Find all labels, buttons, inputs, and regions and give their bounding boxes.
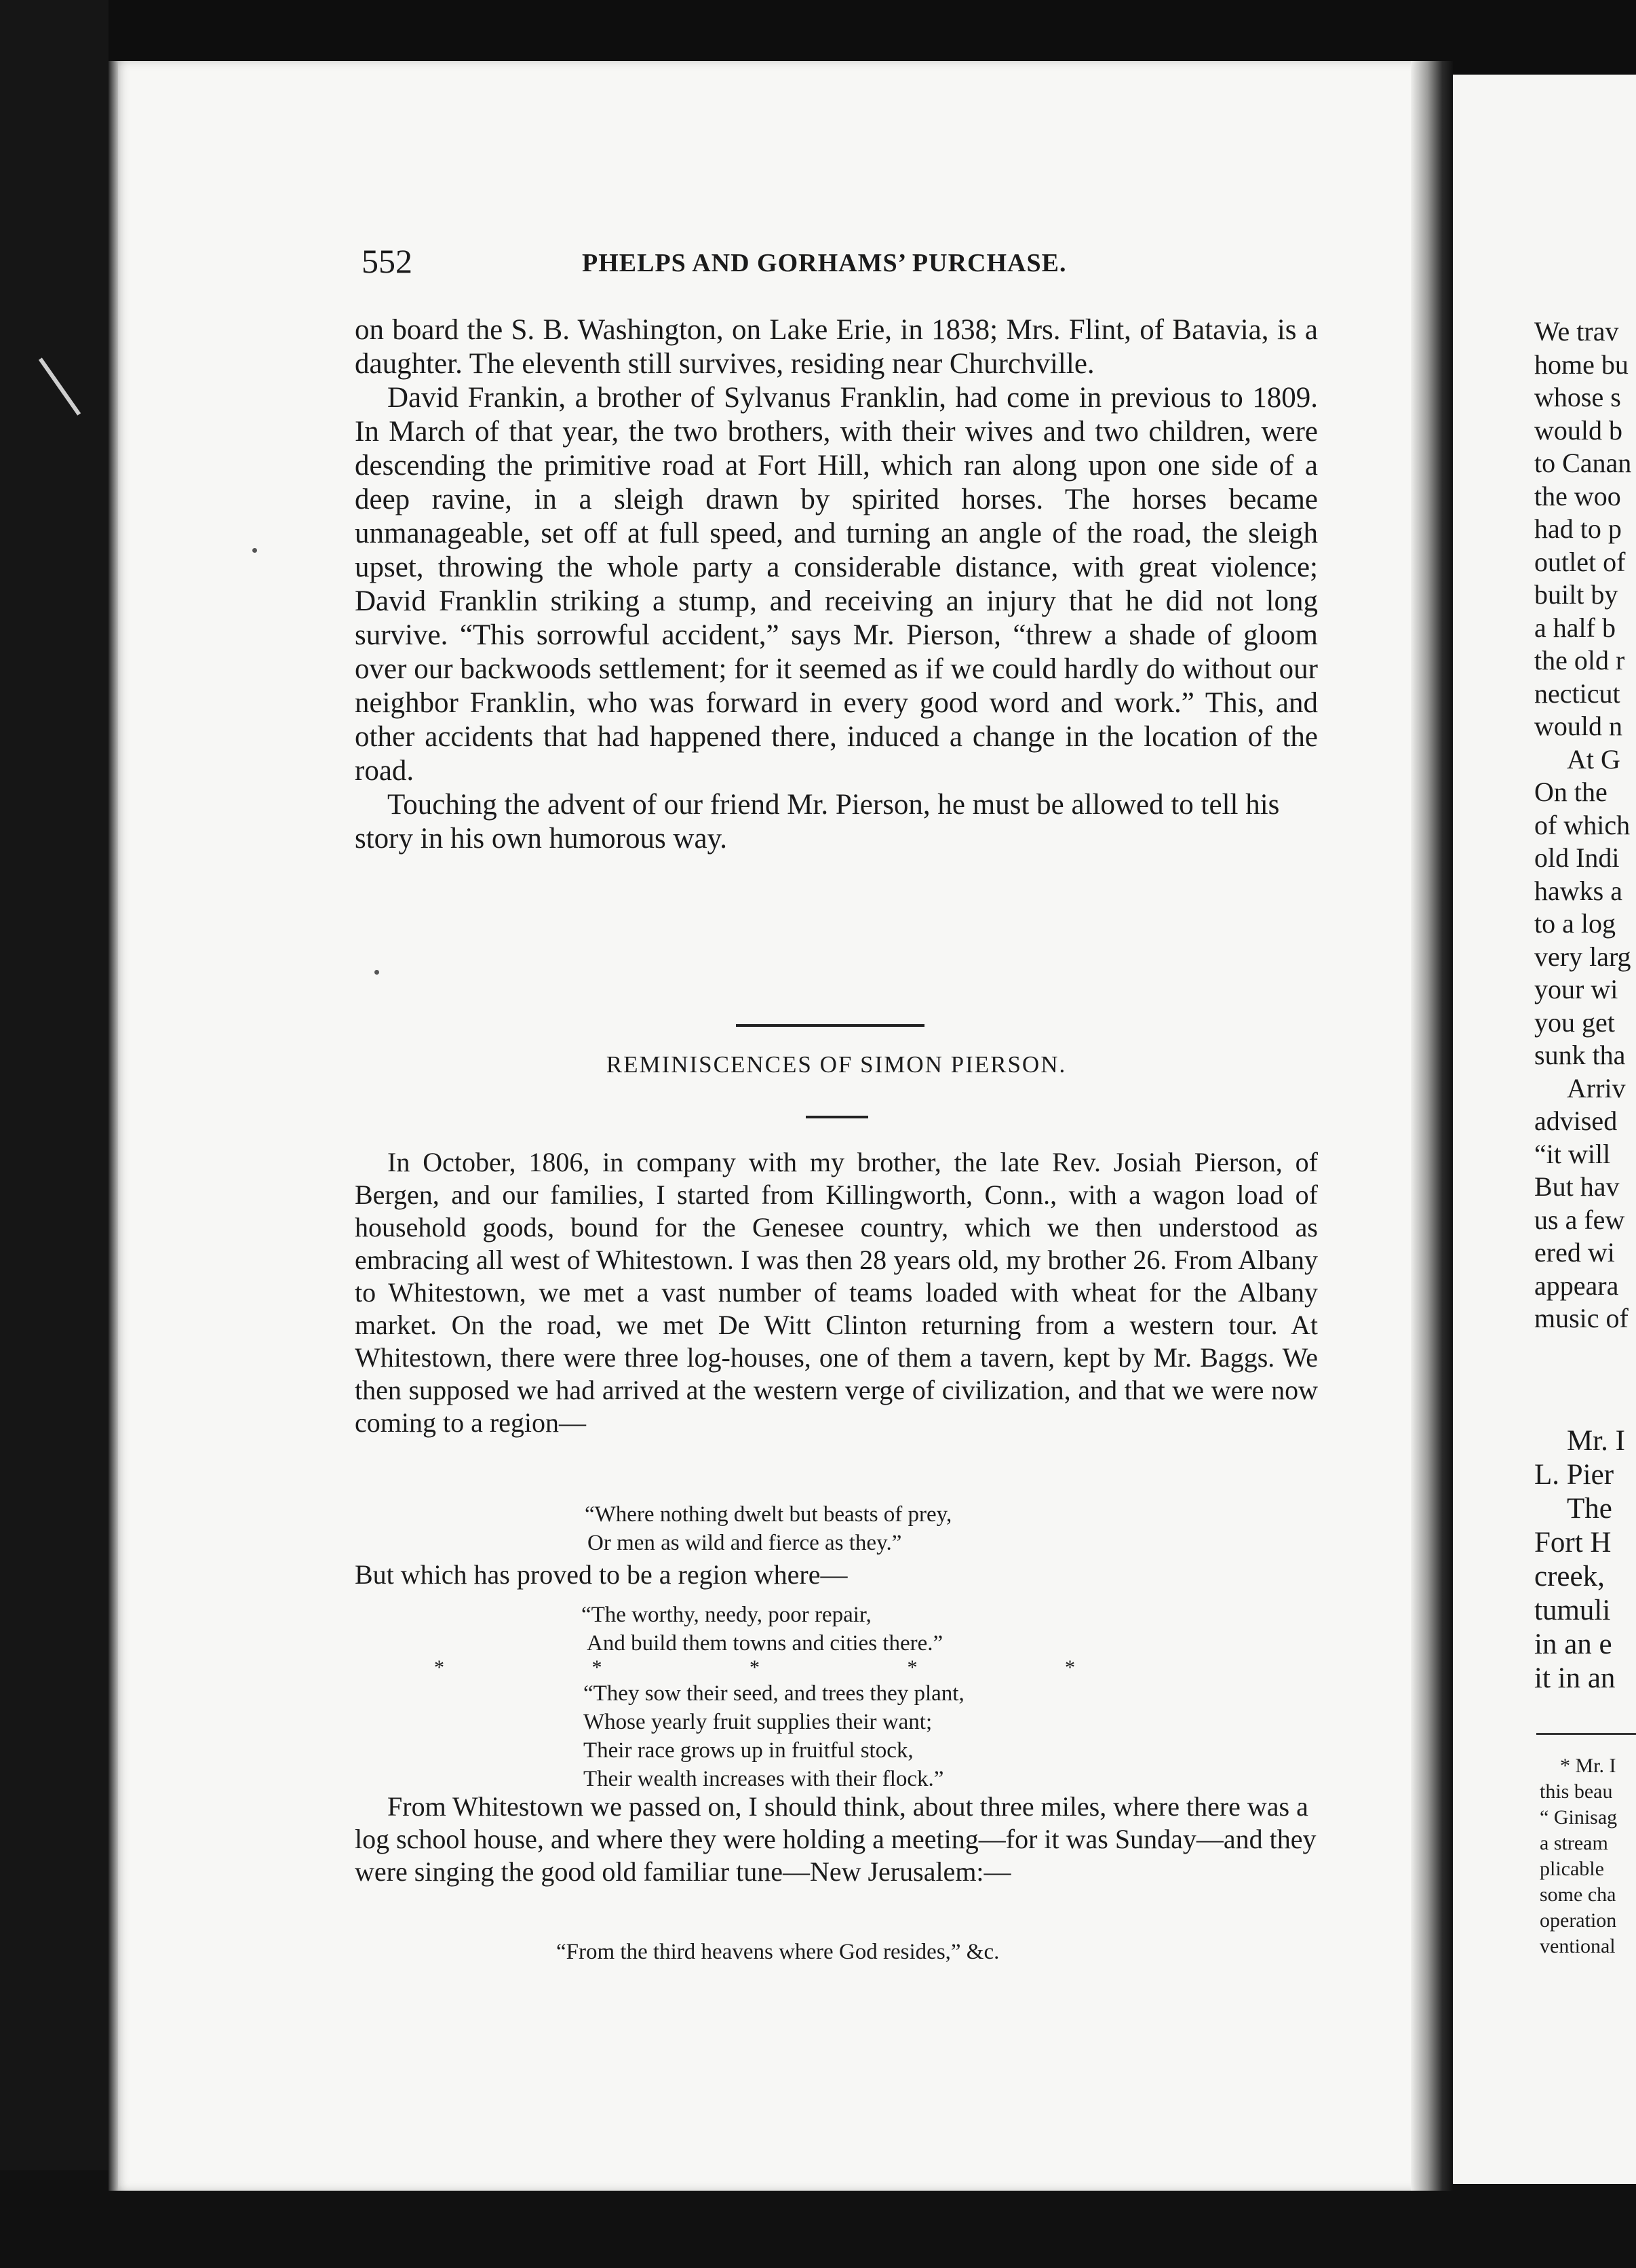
right-line: us a few (1534, 1204, 1625, 1235)
right-line: it in an (1534, 1662, 1616, 1694)
paragraph-franklin: David Frankin, a brother of Sylvanus Franklin, had come in previous to 1809. In March of that year, the two brothers, with their wives and two children, were descending the primitive road at Fort Hill, which ran along upon one side of a deep ravine, in a sleigh drawn by spirited horses. The horses became unmanageable, set off at full speed, and turning an angle of the road, the sleigh upset, throwing the whole party a considerable distance, with great violence; David Franklin striking a stump, and receiving an injury that he did not long survive. “This sorrowful accident,” says Mr. Pierson, “threw a shade of gloom over our backwoods settlement; for it seemed as if we could hardly do without our neighbor Franklin, who was forward in every good word and work.” This, and other accidents that had happened there, induced a change in the location of the road. (355, 382, 1318, 787)
right-page-column-lower (1534, 1424, 1636, 1696)
right-line: built by (1534, 579, 1618, 610)
footnote-line: operation (1540, 1909, 1617, 1932)
section-rule (736, 1024, 924, 1027)
right-line: At G (1567, 743, 1620, 775)
ink-speck (252, 548, 257, 553)
verse-seed (583, 1679, 965, 1793)
right-page-column (1534, 315, 1636, 1335)
paragraph-october: In October, 1806, in company with my brother, the late Rev. Josiah Pierson, of Bergen, and our families, I started from Killingworth, Conn., with a wagon load of household goods, bound for the Genesee country, which we then understood as embracing all west of Whitestown. I was then 28 years old, my brother 26. From Albany to Whitestown, we met a vast number of teams loaded with wheat for the Albany market. On the road, we met De Witt Clinton returning from a western tour. At Whitestown, there were three log-houses, one of them a tavern, kept by Mr. Baggs. We then supposed we had arrived at the western verge of civilization, and that we were now coming to a region— (355, 1147, 1318, 1438)
body-text-reminiscences (355, 1146, 1318, 1439)
verse-line: Their wealth increases with their flock.” (583, 1767, 944, 1791)
right-line: Arriv (1567, 1072, 1626, 1103)
footnote-line: a stream (1540, 1832, 1608, 1854)
footnote-line: this beau (1540, 1780, 1613, 1803)
verse-line: “Where nothing dwelt but beasts of prey, (585, 1502, 952, 1527)
section-rule-short (806, 1116, 868, 1118)
book-gutter (1411, 61, 1453, 2191)
footnote-line: ventional (1540, 1935, 1616, 1957)
running-head: PHELPS AND GORHAMS’ PURCHASE. (582, 249, 1067, 277)
page-header (362, 241, 1318, 289)
right-line: very larg (1534, 941, 1631, 972)
verse-beasts (585, 1500, 952, 1557)
body-text-whitestown (355, 1791, 1318, 1888)
right-line: We trav (1534, 316, 1619, 347)
right-line: in an e (1534, 1628, 1612, 1660)
section-title: REMINISCENCES OF SIMON PIERSON. (606, 1051, 1067, 1078)
right-line: On the (1534, 777, 1608, 807)
right-line: home bu (1534, 349, 1629, 380)
right-line: would n (1534, 711, 1622, 741)
paragraph-whitestown: From Whitestown we passed on, I should think, about three miles, where there was a log school house, and where they were holding a meeting—for it was Sunday—and they were singing the good old familiar tune—New Jerusalem:— (355, 1791, 1317, 1887)
body-text-top (355, 313, 1318, 856)
right-line: The (1567, 1493, 1612, 1525)
right-line: L. Pier (1534, 1459, 1614, 1491)
verse-line: “They sow their seed, and trees they plant, (583, 1681, 965, 1706)
right-line: advised (1534, 1106, 1618, 1136)
verse-separator-stars: * * * * * (434, 1656, 1075, 1679)
verse-line: Their race grows up in fruitful stock, (583, 1738, 914, 1763)
footnote-rule (1536, 1733, 1636, 1735)
right-line: creek, (1534, 1561, 1605, 1592)
verse-line: “The worthy, needy, poor repair, (581, 1603, 872, 1627)
footnote-line: “ Ginisag (1540, 1806, 1618, 1829)
right-line: whose s (1534, 382, 1621, 412)
right-line: had to p (1534, 513, 1622, 544)
right-line: your wi (1534, 974, 1618, 1004)
verse-line: “From the third heavens where God resides,” &c. (556, 1940, 1000, 1964)
verse-worthy (581, 1601, 943, 1658)
paragraph-continued: on board the S. B. Washington, on Lake Erie, in 1838; Mrs. Flint, of Batavia, is a daughter. The eleventh still survives, residing near Churchville. (355, 314, 1318, 380)
right-line: hawks a (1534, 875, 1622, 906)
footnote-line: some cha (1540, 1883, 1616, 1906)
right-line: the woo (1534, 480, 1621, 511)
right-line: appeara (1534, 1270, 1619, 1301)
verse-line: And build them towns and cities there.” (587, 1631, 943, 1656)
right-line: tumuli (1534, 1595, 1611, 1626)
page-number: 552 (362, 242, 412, 280)
line-region: But which has proved to be a region where— (355, 1559, 848, 1590)
verse-line: Or men as wild and fierce as they.” (587, 1531, 902, 1555)
right-line: necticut (1534, 678, 1620, 709)
right-line: ered wi (1534, 1237, 1615, 1268)
right-line: sunk tha (1534, 1040, 1626, 1070)
right-line: you get (1534, 1006, 1615, 1038)
page-edge-shadow (109, 61, 118, 2191)
right-line: a half b (1534, 612, 1616, 643)
paragraph-advent: Touching the advent of our friend Mr. Pierson, he must be allowed to tell his story in his own humorous way. (355, 789, 1280, 855)
ink-speck (374, 970, 379, 975)
footnote-line: plicable (1540, 1858, 1604, 1880)
right-line: of which (1534, 809, 1631, 840)
right-line: would b (1534, 414, 1622, 446)
right-line: music of (1534, 1303, 1629, 1333)
right-page-footnotes (1540, 1753, 1636, 1959)
right-line: old Indi (1534, 842, 1620, 873)
right-line: But hav (1534, 1171, 1620, 1202)
right-line: Fort H (1534, 1527, 1612, 1559)
verse-line: Whose yearly fruit supplies their want; (583, 1710, 933, 1734)
right-line: the old r (1534, 645, 1625, 676)
right-line: outlet of (1534, 546, 1626, 577)
right-line: Mr. I (1567, 1425, 1625, 1457)
verse-heavens (556, 1938, 999, 1966)
footnote-line: * Mr. I (1560, 1755, 1616, 1777)
right-line: to Canan (1534, 448, 1632, 478)
right-line: to a log (1534, 908, 1616, 939)
right-line: “it will (1534, 1138, 1611, 1169)
scan-border-left (0, 0, 109, 2268)
